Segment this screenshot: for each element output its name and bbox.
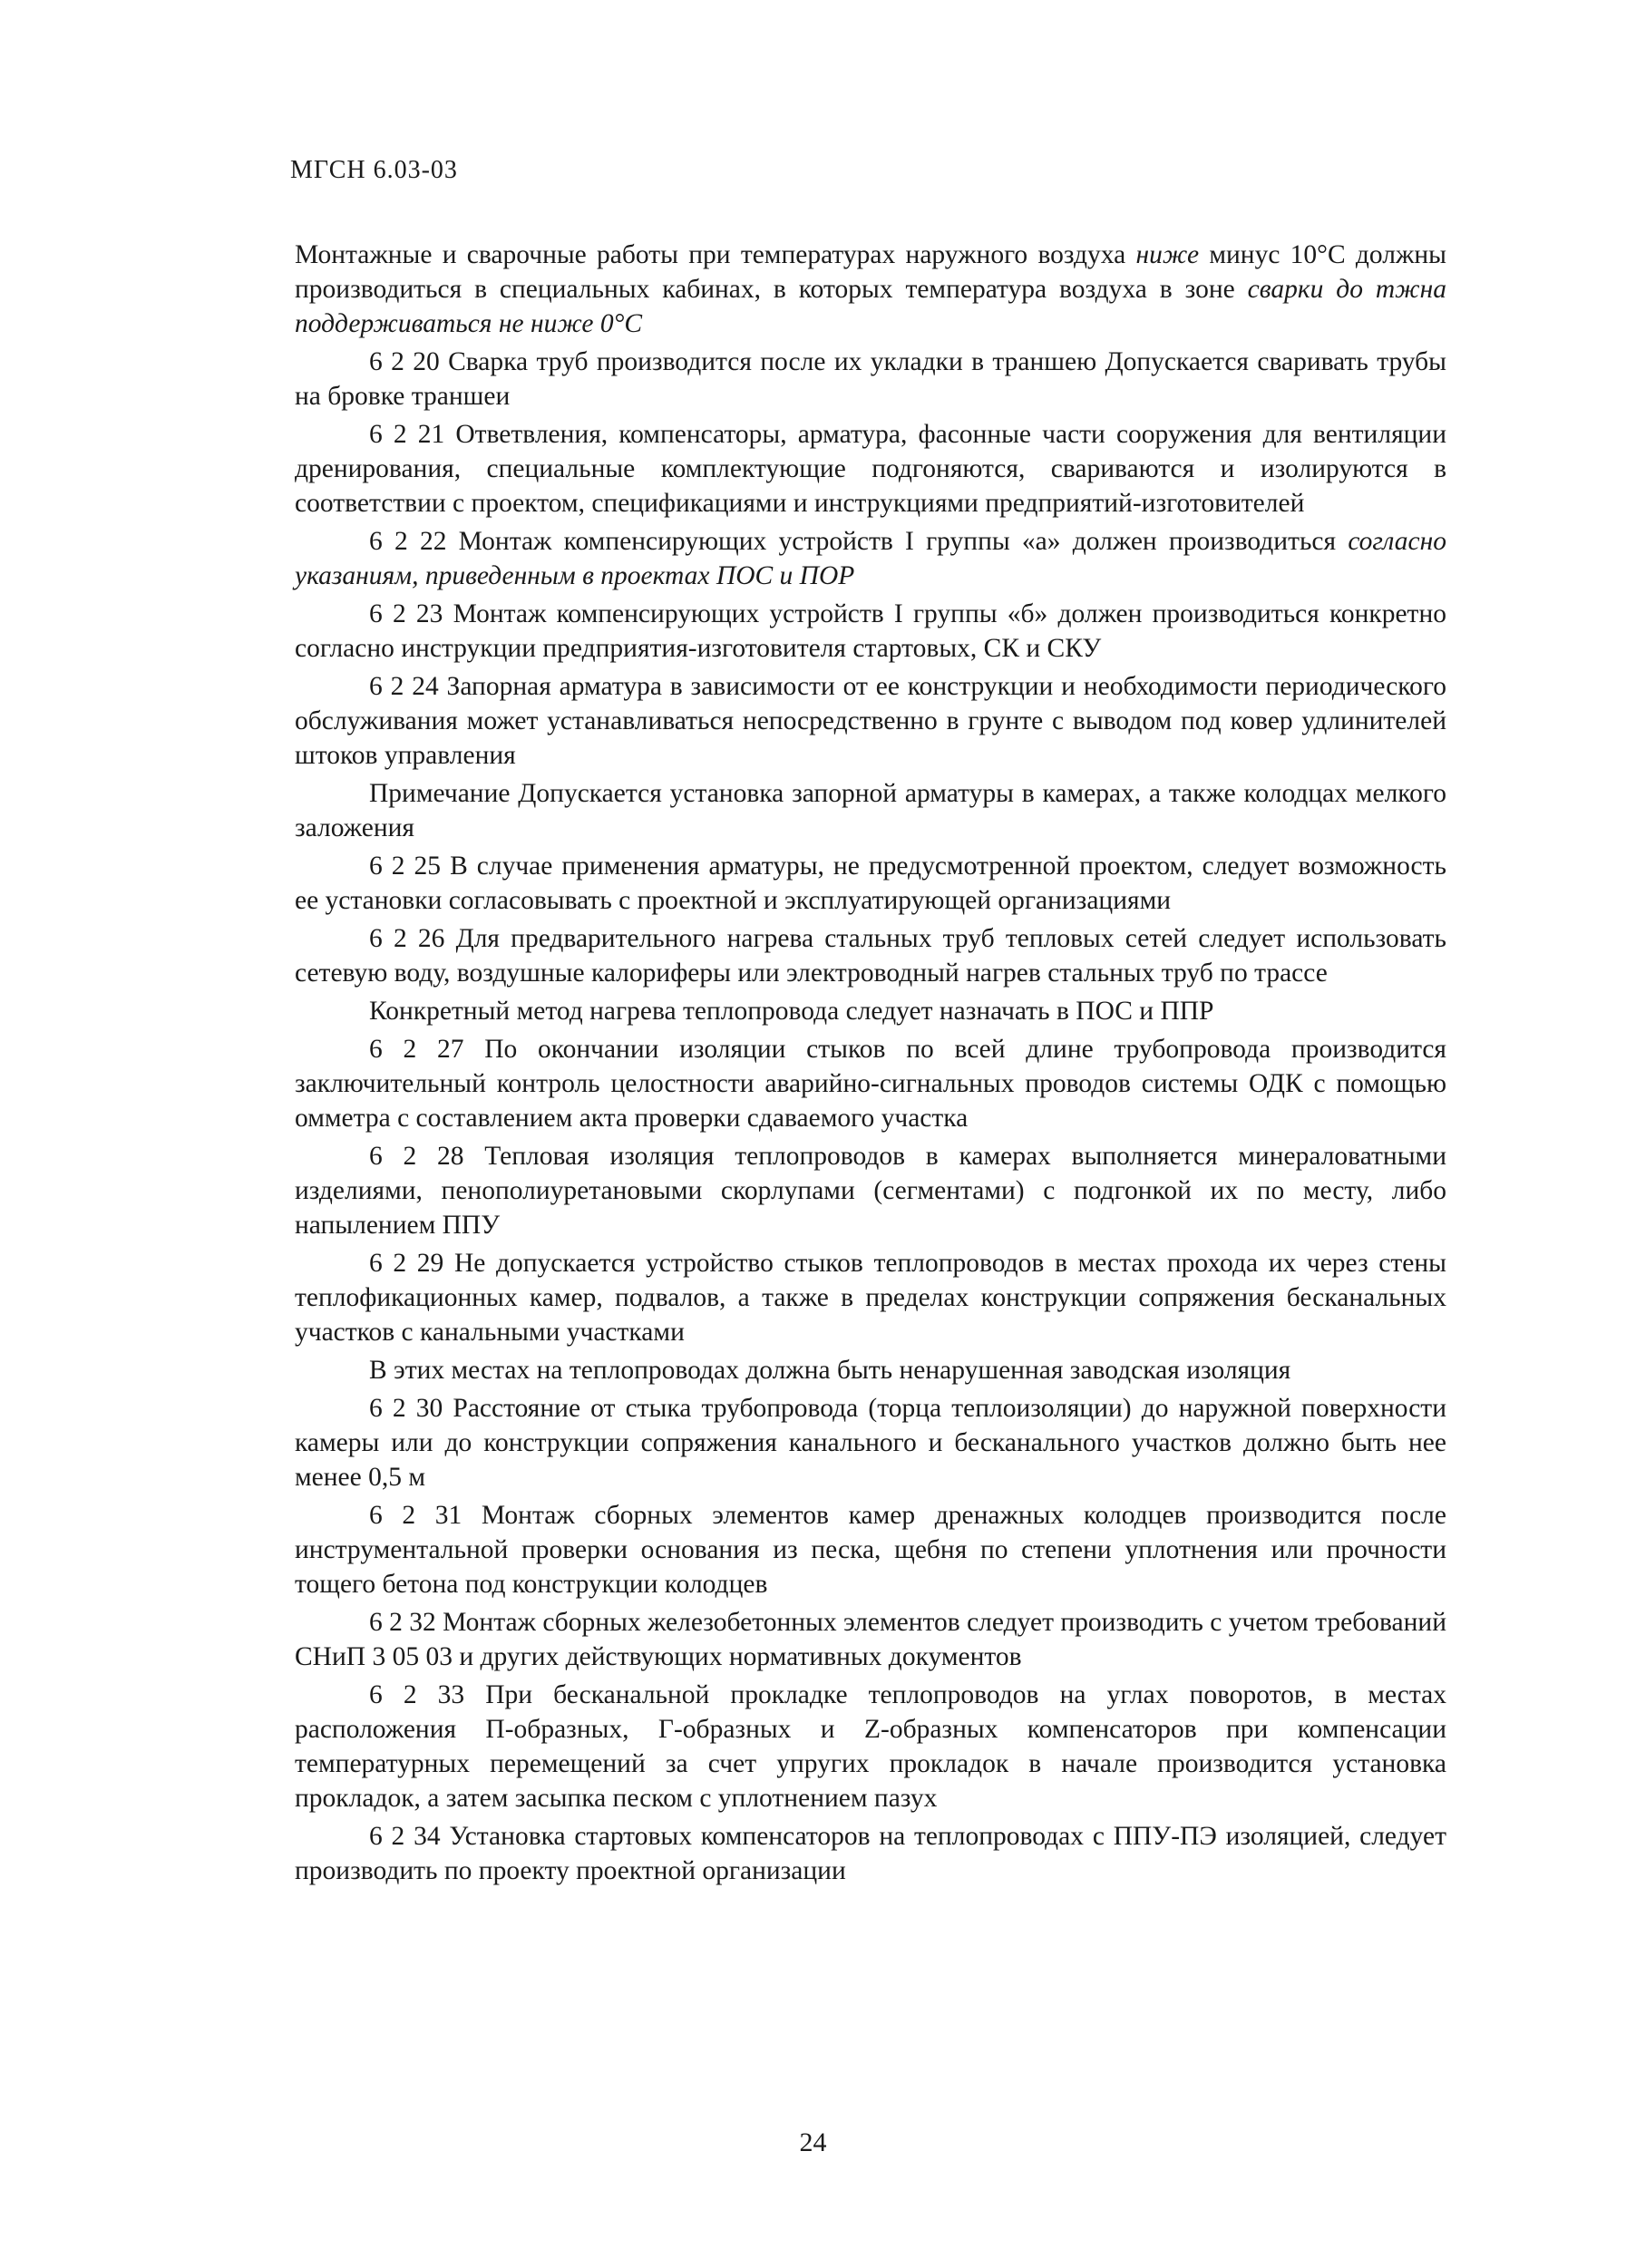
text-run: 6 2 31 Монтаж сборных элементов камер дренажных колодцев производится после инструментальной проверки основания из песка, щебня по степени уплотнения или прочности тощего бетона под конструкции колодцев xyxy=(295,1501,1446,1599)
text-run: 6 2 21 Ответвления, компенсаторы, арматура, фасонные части сооружения для вентиляции дренирования, специальные комплектующие подгоняются, свариваются и изолируются в соответствии с проектом, спецификациями и инструкциями предприятий-изготовителей xyxy=(295,420,1446,518)
paragraph xyxy=(295,669,1446,773)
paragraph xyxy=(295,1391,1446,1494)
italic-text: согласно указаниям, приведенным в проектах ПОС и ПОР xyxy=(295,527,1446,590)
paragraph xyxy=(295,597,1446,666)
paragraph xyxy=(295,1605,1446,1674)
document-body xyxy=(295,238,1446,1888)
text-run: 6 2 25 В случае применения арматуры, не предусмотренной проектом, следует возможность ее установки согласовывать с проектной и эксплуатирующей организациями xyxy=(295,852,1446,915)
text-run: 6 2 33 При бесканальной прокладке теплопроводов на углах поворотов, в местах расположения П-образных, Г-образных и Z-образных компенсаторов при компенсации температурных перемещений за счет упругих прокладок в начале производится установка прокладок, а затем засыпка песком с уплотнением пазух xyxy=(295,1680,1446,1813)
paragraph xyxy=(295,1246,1446,1349)
text-run: 6 2 27 По окончании изоляции стыков по всей длине трубопровода производится заключительный контроль целостности аварийно-сигнальных проводов системы ОДК с помощью омметра с составлением акта проверки сдаваемого участка xyxy=(295,1035,1446,1133)
paragraph xyxy=(295,417,1446,521)
text-run: 6 2 22 Монтаж компенсирующих устройств I группы «а» должен производиться xyxy=(369,527,1349,556)
paragraph xyxy=(295,1139,1446,1242)
paragraph xyxy=(295,994,1446,1028)
text-run: 6 2 34 Установка стартовых компенсаторов на теплопроводах с ППУ-ПЭ изоляцией, следует производить по проекту проектной организации xyxy=(295,1822,1446,1885)
text-run: 6 2 30 Расстояние от стыка трубопровода (торца теплоизоляции) до наружной поверхности камеры или до конструкции сопряжения канального и бесканального участков должно быть нее менее 0,5 м xyxy=(295,1394,1446,1492)
document-header: МГСН 6.03-03 xyxy=(290,156,458,184)
text-run: 6 2 28 Тепловая изоляция теплопроводов в камерах выполняется минераловатными изделиями, пенополиуретановыми скорлупами (сегментами) с подгонкой их по месту, либо напылением ППУ xyxy=(295,1142,1446,1240)
italic-text: сварки до тжна поддерживаться не ниже 0°С xyxy=(295,275,1446,338)
paragraph xyxy=(295,345,1446,414)
paragraph xyxy=(295,1819,1446,1888)
text-run: 6 2 24 Запорная арматура в зависимости от ее конструкции и необходимости периодического обслуживания может устанавливаться непосредственно в грунте с выводом под ковер удлинителей штоков управления xyxy=(295,672,1446,770)
text-run: Примечание Допускается установка запорной арматуры в камерах, а также колодцах мелкого заложения xyxy=(295,779,1446,842)
paragraph xyxy=(295,849,1446,918)
paragraph xyxy=(295,238,1446,341)
paragraph xyxy=(295,1498,1446,1601)
text-run: 6 2 23 Монтаж компенсирующих устройств I группы «б» должен производиться конкретно согласно инструкции предприятия-изготовителя стартовых, СК и СКУ xyxy=(295,599,1446,663)
paragraph xyxy=(295,1353,1446,1387)
text-run: 6 2 26 Для предварительного нагрева стальных труб тепловых сетей следует использовать сетевую воду, воздушные калориферы или электроводный нагрев стальных труб по трассе xyxy=(295,924,1446,988)
italic-text: ниже xyxy=(1135,240,1200,269)
page-number: 24 xyxy=(799,2127,827,2157)
text-run: В этих местах на теплопроводах должна быть ненарушенная заводская изоляция xyxy=(369,1356,1291,1385)
text-run: 6 2 29 Не допускается устройство стыков теплопроводов в местах прохода их через стены теплофикационных камер, подвалов, а также в пределах конструкции сопряжения бесканальных участков с канальными участками xyxy=(295,1249,1446,1347)
text-run: Монтажные и сварочные работы при температурах наружного воздуха xyxy=(295,240,1136,269)
paragraph xyxy=(295,921,1446,990)
paragraph xyxy=(295,1678,1446,1815)
paragraph xyxy=(295,1032,1446,1135)
text-run: 6 2 32 Монтаж сборных железобетонных элементов следует производить с учетом требований СНиП 3 05 03 и других действующих нормативных документов xyxy=(295,1608,1446,1671)
paragraph xyxy=(295,776,1446,845)
text-run: Конкретный метод нагрева теплопровода следует назначать в ПОС и ППР xyxy=(369,997,1214,1026)
text-run: 6 2 20 Сварка труб производится после их укладки в траншею Допускается сваривать трубы на бровке траншеи xyxy=(295,347,1446,411)
paragraph xyxy=(295,524,1446,593)
text-run: минус 10°С должны производиться в специальных кабинах, в которых температура воздуха в зоне xyxy=(295,240,1446,304)
